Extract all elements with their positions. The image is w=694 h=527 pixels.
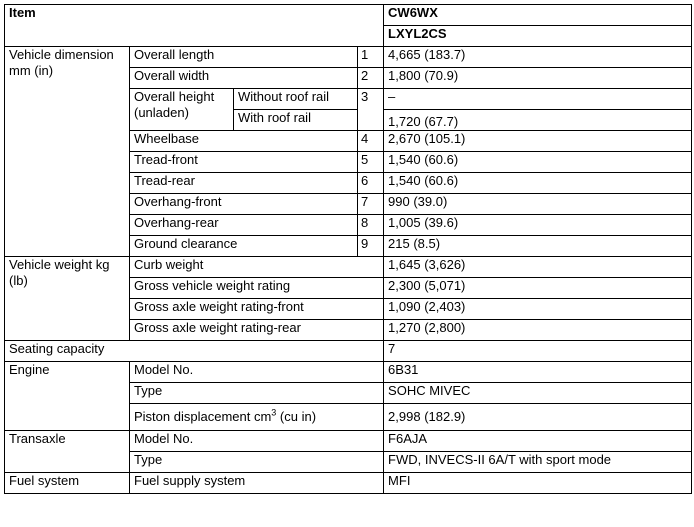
spec-label: Gross axle weight rating-front xyxy=(130,299,384,320)
spec-value: 1,720 (67.7) xyxy=(384,110,692,131)
spec-label: Curb weight xyxy=(130,257,384,278)
spec-value: 4,665 (183.7) xyxy=(384,47,692,68)
spec-sublabel: Without roof rail xyxy=(234,89,358,110)
group-engine: Engine xyxy=(5,362,130,431)
table-row xyxy=(5,473,692,494)
spec-value: 7 xyxy=(384,341,692,362)
spec-value: 2,300 (5,071) xyxy=(384,278,692,299)
spec-value: FWD, INVECS-II 6A/T with sport mode xyxy=(384,452,692,473)
spec-value: 1,005 (39.6) xyxy=(384,215,692,236)
table-row xyxy=(5,5,692,26)
spec-label: Overall height (unladen) xyxy=(130,89,234,131)
spec-value: MFI xyxy=(384,473,692,494)
spec-label: Overhang-rear xyxy=(130,215,358,236)
table-row xyxy=(5,341,692,362)
spec-label: Gross axle weight rating-rear xyxy=(130,320,384,341)
spec-value: 215 (8.5) xyxy=(384,236,692,257)
header-code: LXYL2CS xyxy=(384,26,692,47)
spec-value: SOHC MIVEC xyxy=(384,383,692,404)
spec-label: Type xyxy=(130,452,384,473)
spec-value: 2,670 (105.1) xyxy=(384,131,692,152)
spec-label: Gross vehicle weight rating xyxy=(130,278,384,299)
spec-number: 9 xyxy=(358,236,384,257)
spec-value: 1,090 (2,403) xyxy=(384,299,692,320)
spec-value: 2,998 (182.9) xyxy=(384,404,692,431)
spec-value: 1,800 (70.9) xyxy=(384,68,692,89)
table-row xyxy=(5,257,692,278)
group-seating-capacity: Seating capacity xyxy=(5,341,384,362)
spec-number: 8 xyxy=(358,215,384,236)
spec-number: 7 xyxy=(358,194,384,215)
group-fuel-system: Fuel system xyxy=(5,473,130,494)
spec-label: Tread-front xyxy=(130,152,358,173)
spec-number: 3 xyxy=(358,89,384,131)
displacement-superscript: 3 xyxy=(271,407,277,418)
table-row xyxy=(5,431,692,452)
spec-value: 1,540 (60.6) xyxy=(384,152,692,173)
spec-value: 1,270 (2,800) xyxy=(384,320,692,341)
header-model: CW6WX xyxy=(384,5,692,26)
spec-number: 5 xyxy=(358,152,384,173)
spec-number: 6 xyxy=(358,173,384,194)
spec-label: Type xyxy=(130,383,384,404)
spec-label: Wheelbase xyxy=(130,131,358,152)
spec-label: Overhang-front xyxy=(130,194,358,215)
spec-label: Model No. xyxy=(130,362,384,383)
spec-value: 1,540 (60.6) xyxy=(384,173,692,194)
spec-label: Fuel supply system xyxy=(130,473,384,494)
displacement-label-post: (cu in) xyxy=(276,409,317,424)
spec-value: – xyxy=(384,89,692,110)
spec-label: Ground clearance xyxy=(130,236,358,257)
spec-number: 4 xyxy=(358,131,384,152)
spec-value: 990 (39.0) xyxy=(384,194,692,215)
header-item: Item xyxy=(5,5,384,47)
spec-label: Overall width xyxy=(130,68,358,89)
specifications-table xyxy=(4,4,692,494)
spec-label: Tread-rear xyxy=(130,173,358,194)
group-vehicle-weight: Vehicle weight kg (lb) xyxy=(5,257,130,341)
spec-number: 1 xyxy=(358,47,384,68)
spec-label: Model No. xyxy=(130,431,384,452)
table-row xyxy=(5,47,692,68)
spec-sublabel: With roof rail xyxy=(234,110,358,131)
group-vehicle-dimension: Vehicle dimension mm (in) xyxy=(5,47,130,257)
group-transaxle: Transaxle xyxy=(5,431,130,473)
spec-value: 1,645 (3,626) xyxy=(384,257,692,278)
displacement-label-pre: Piston displacement cm xyxy=(134,409,272,424)
spec-label: Overall length xyxy=(130,47,358,68)
table-row xyxy=(5,362,692,383)
spec-value: F6AJA xyxy=(384,431,692,452)
spec-number: 2 xyxy=(358,68,384,89)
spec-label xyxy=(130,404,384,431)
spec-value: 6B31 xyxy=(384,362,692,383)
